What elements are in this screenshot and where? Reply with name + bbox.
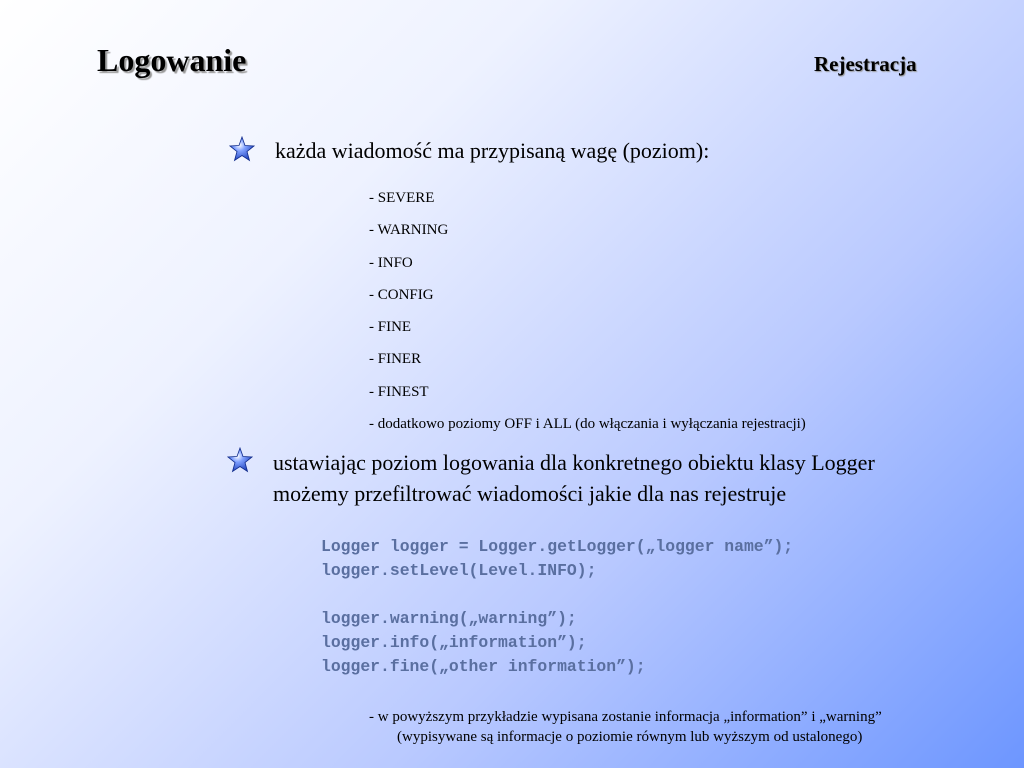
list-item: - FINEST xyxy=(369,383,429,400)
list-item: - FINER xyxy=(369,351,422,368)
star-icon xyxy=(227,447,253,473)
list-item: - CONFIG xyxy=(369,286,434,303)
list-item: - dodatkowo poziomy OFF i ALL (do włączania i wyłączania rejestracji) xyxy=(369,416,806,433)
code-line: Logger logger = Logger.getLogger(„logger name”); xyxy=(321,537,794,556)
code-block xyxy=(321,535,793,679)
slide-subtitle: Rejestracja xyxy=(814,52,917,76)
list-item: - WARNING xyxy=(369,222,449,239)
code-line: logger.warning(„warning”); xyxy=(321,609,577,628)
code-line xyxy=(321,583,793,607)
code-line: logger.setLevel(Level.INFO); xyxy=(321,561,597,580)
bullet-text-filtering xyxy=(273,447,875,509)
list-item: - FINE xyxy=(369,319,412,336)
slide-title: Logowanie xyxy=(97,42,247,78)
list-item: - SEVERE xyxy=(369,190,435,206)
code-line: logger.info(„information”); xyxy=(321,633,587,652)
footnote-line: - w powyższym przykładzie wypisana zostanie informacja „information” i „warning” xyxy=(369,709,882,725)
level-list xyxy=(369,189,806,447)
list-item: - INFO xyxy=(369,254,413,271)
bullet-line: możemy przefiltrować wiadomości jakie dla nas rejestruje xyxy=(273,481,787,506)
star-icon xyxy=(229,136,255,162)
footnote-line: (wypisywane są informacje o poziomie równym lub wyższym od ustalonego) xyxy=(397,729,863,745)
bullet-line: ustawiając poziom logowania dla konkretnego obiektu klasy Logger xyxy=(273,450,875,475)
bullet-text-weights: każda wiadomość ma przypisaną wagę (poziom): xyxy=(275,138,710,163)
code-line: logger.fine(„other information”); xyxy=(321,657,646,676)
footnote xyxy=(369,707,882,747)
